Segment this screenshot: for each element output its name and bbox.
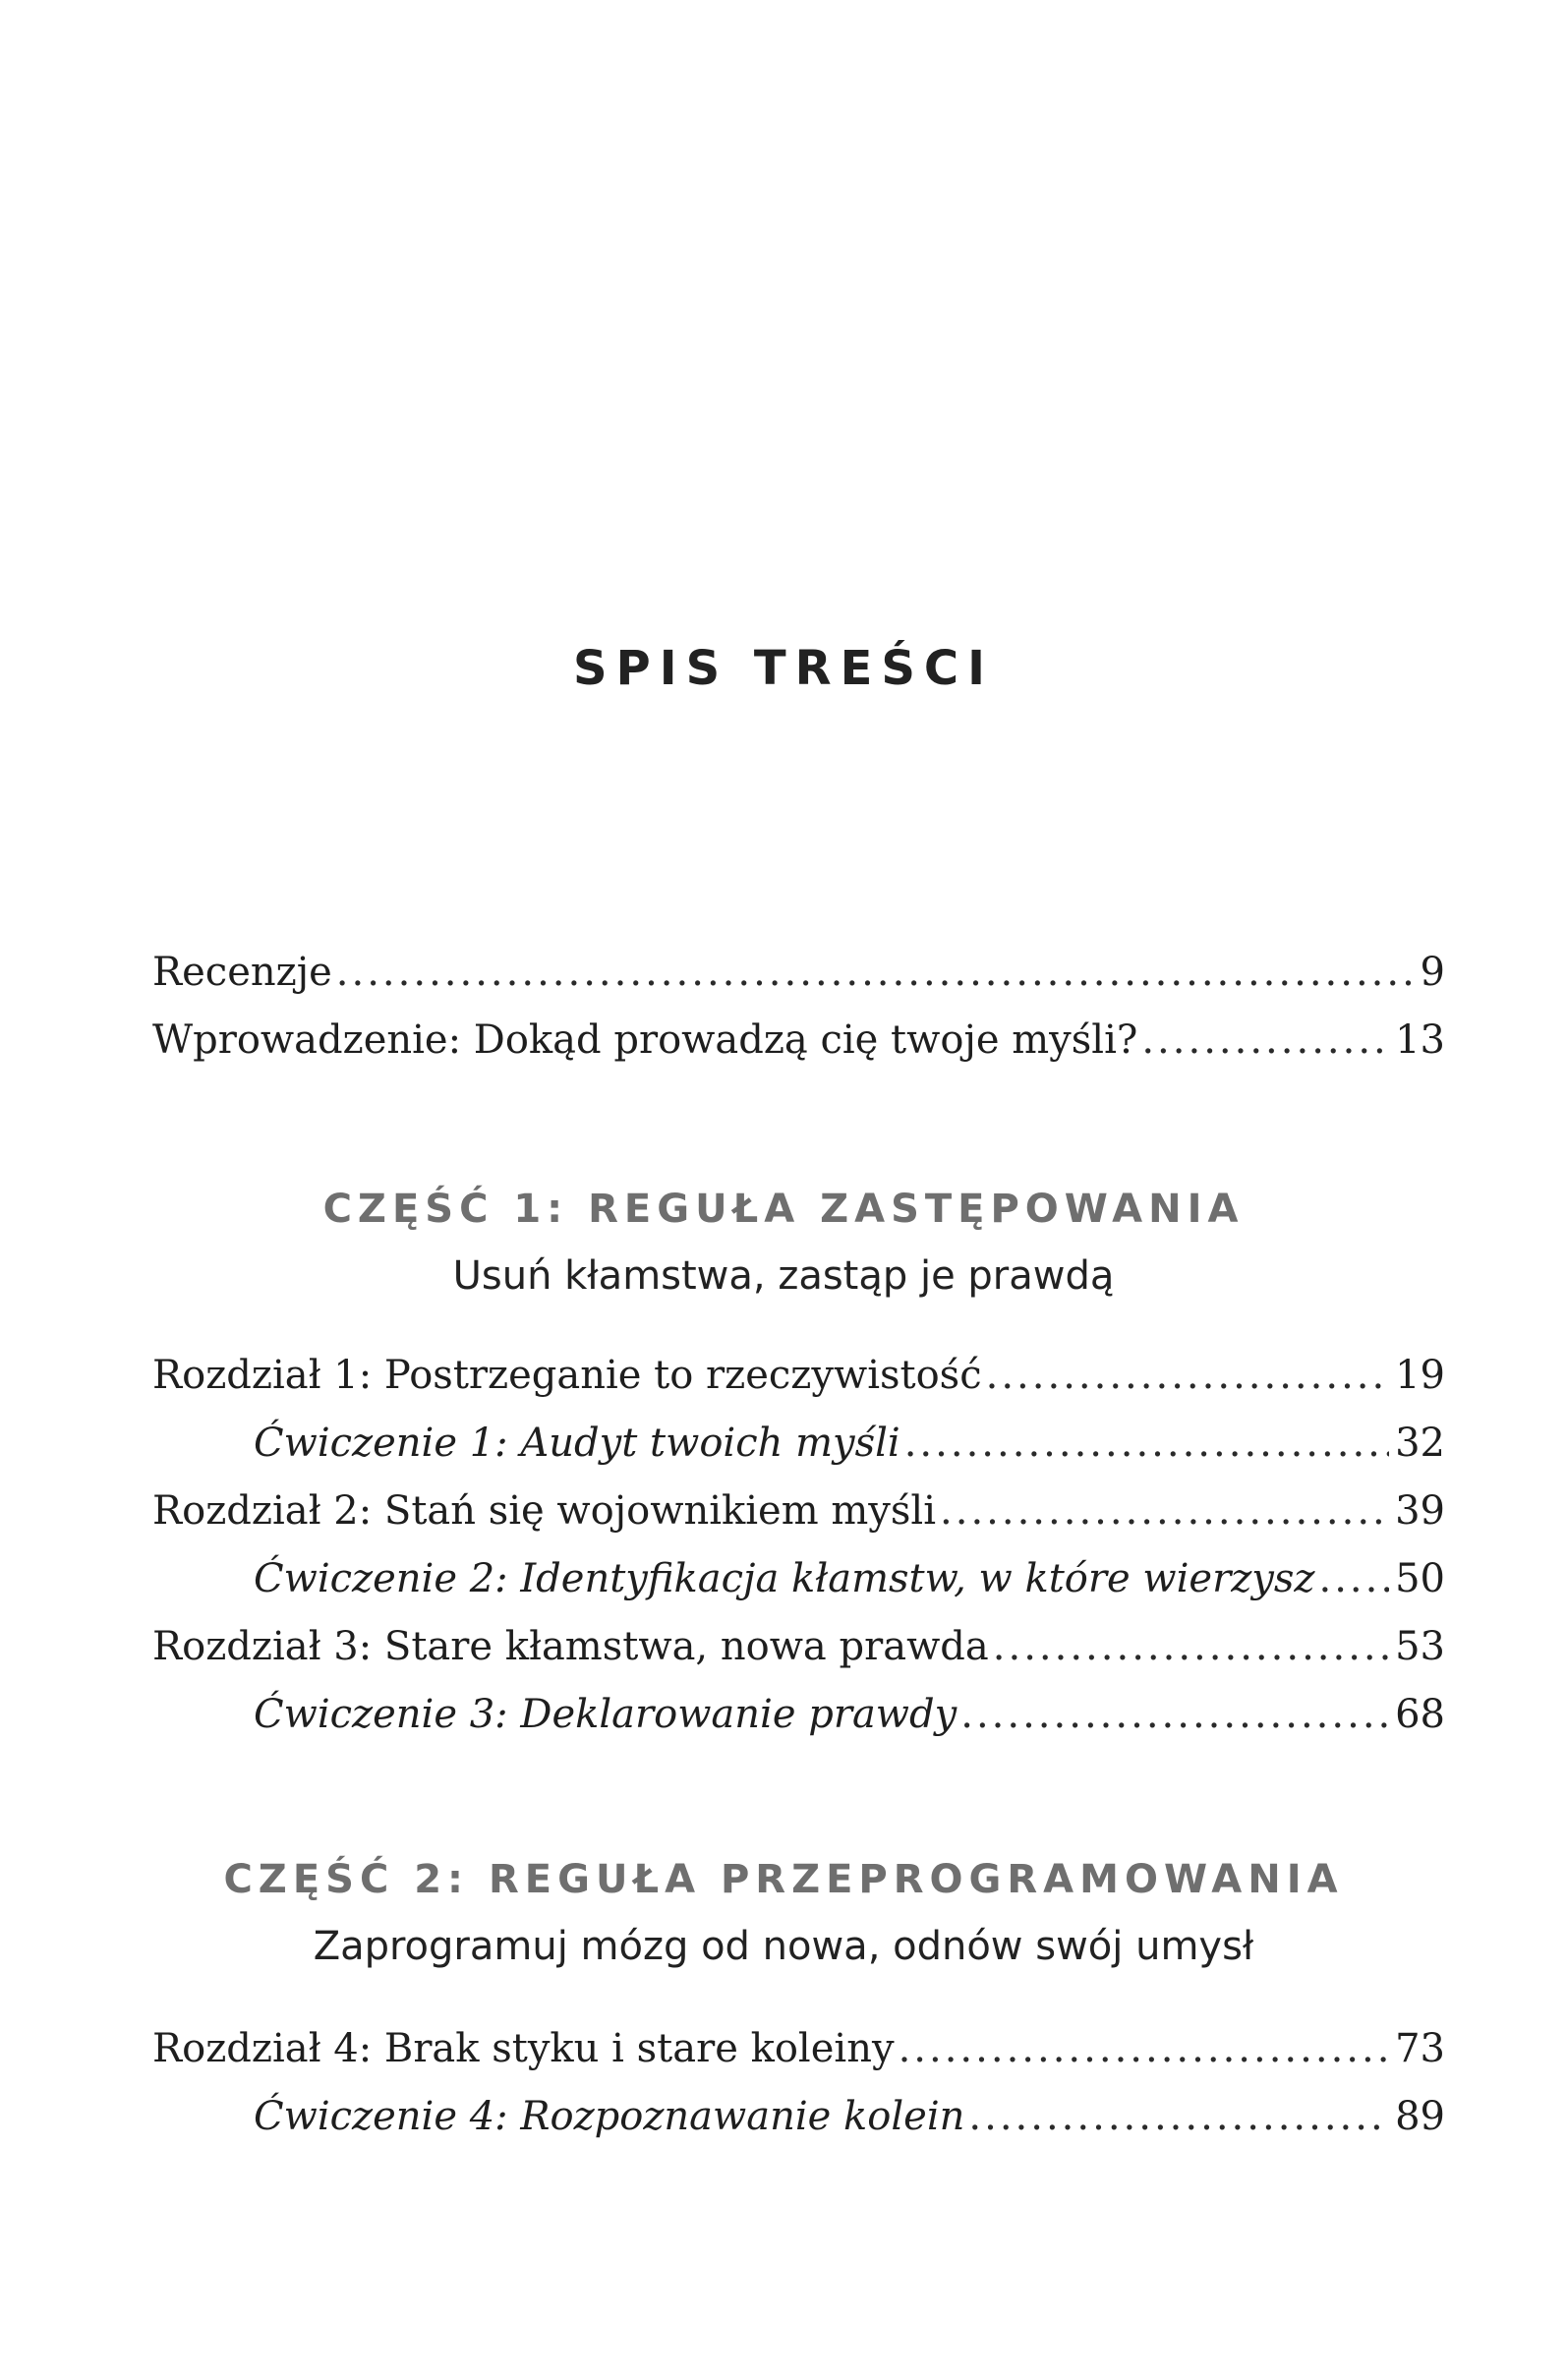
toc-entry-label: Rozdział 4: Brak styku i stare koleiny — [152, 2026, 895, 2071]
toc-entry-label: Ćwiczenie 3: Deklarowanie prawdy — [254, 1692, 958, 1737]
toc-subentry — [152, 2083, 1445, 2151]
toc-entry-label: Rozdział 1: Postrzeganie to rzeczywistość — [152, 1353, 982, 1398]
toc-intro — [152, 939, 1445, 1074]
toc-entry-page: 68 — [1395, 1692, 1445, 1737]
toc-entry — [152, 1007, 1445, 1074]
toc-entry — [152, 1342, 1445, 1410]
toc-entry-page: 50 — [1395, 1556, 1445, 1601]
dot-leader — [336, 939, 1415, 1007]
toc-entry-label: Ćwiczenie 2: Identyfikacja kłamstw, w które wierzysz — [254, 1556, 1315, 1601]
dot-leader — [904, 1410, 1389, 1478]
toc-entry-page: 39 — [1395, 1488, 1445, 1534]
part-1-header — [0, 1180, 1567, 1307]
part-2-header — [0, 1850, 1567, 1978]
page-title: SPIS TREŚCI — [572, 641, 995, 696]
dot-leader — [899, 2015, 1390, 2083]
toc-entry-page: 53 — [1395, 1624, 1445, 1669]
dot-leader — [986, 1342, 1389, 1410]
toc-entry-label: Rozdział 3: Stare kłamstwa, nowa prawda — [152, 1624, 989, 1669]
toc-entry-page: 19 — [1395, 1353, 1445, 1398]
dot-leader — [960, 1681, 1389, 1749]
dot-leader — [968, 2083, 1389, 2151]
toc-part-2 — [152, 2015, 1445, 2151]
toc-entry-page: 32 — [1395, 1421, 1445, 1466]
toc-subentry — [152, 1545, 1445, 1613]
toc-entry-label: Recenzje — [152, 950, 332, 995]
toc-part-1 — [152, 1342, 1445, 1749]
dot-leader — [1318, 1545, 1389, 1613]
part-heading: CZĘŚĆ 2: REGUŁA PRZEPROGRAMOWANIA — [223, 1857, 1344, 1902]
toc-entry-page: 73 — [1395, 2026, 1445, 2071]
toc-entry-label: Ćwiczenie 1: Audyt twoich myśli — [254, 1421, 900, 1466]
part-subtitle: Usuń kłamstwa, zastąp je prawdą — [452, 1253, 1115, 1299]
part-heading: CZĘŚĆ 1: REGUŁA ZASTĘPOWANIA — [322, 1187, 1245, 1232]
toc-subentry — [152, 1410, 1445, 1478]
toc-entry — [152, 2015, 1445, 2083]
dot-leader — [940, 1478, 1389, 1545]
toc-entry-label: Rozdział 2: Stań się wojownikiem myśli — [152, 1488, 937, 1534]
toc-subentry — [152, 1681, 1445, 1749]
part-subtitle: Zaprogramuj mózg od nowa, odnów swój umysł — [313, 1924, 1254, 1969]
toc-entry-page: 9 — [1420, 950, 1445, 995]
toc-entry-page: 13 — [1395, 1017, 1445, 1063]
dot-leader — [1141, 1007, 1389, 1074]
dot-leader — [993, 1613, 1389, 1681]
toc-entry-label: Ćwiczenie 4: Rozpoznawanie kolein — [254, 2094, 965, 2139]
toc-entry — [152, 1478, 1445, 1545]
toc-entry-page: 89 — [1395, 2094, 1445, 2139]
toc-entry — [152, 939, 1445, 1007]
toc-entry — [152, 1613, 1445, 1681]
toc-entry-label: Wprowadzenie: Dokąd prowadzą cię twoje myśli? — [152, 1017, 1138, 1063]
